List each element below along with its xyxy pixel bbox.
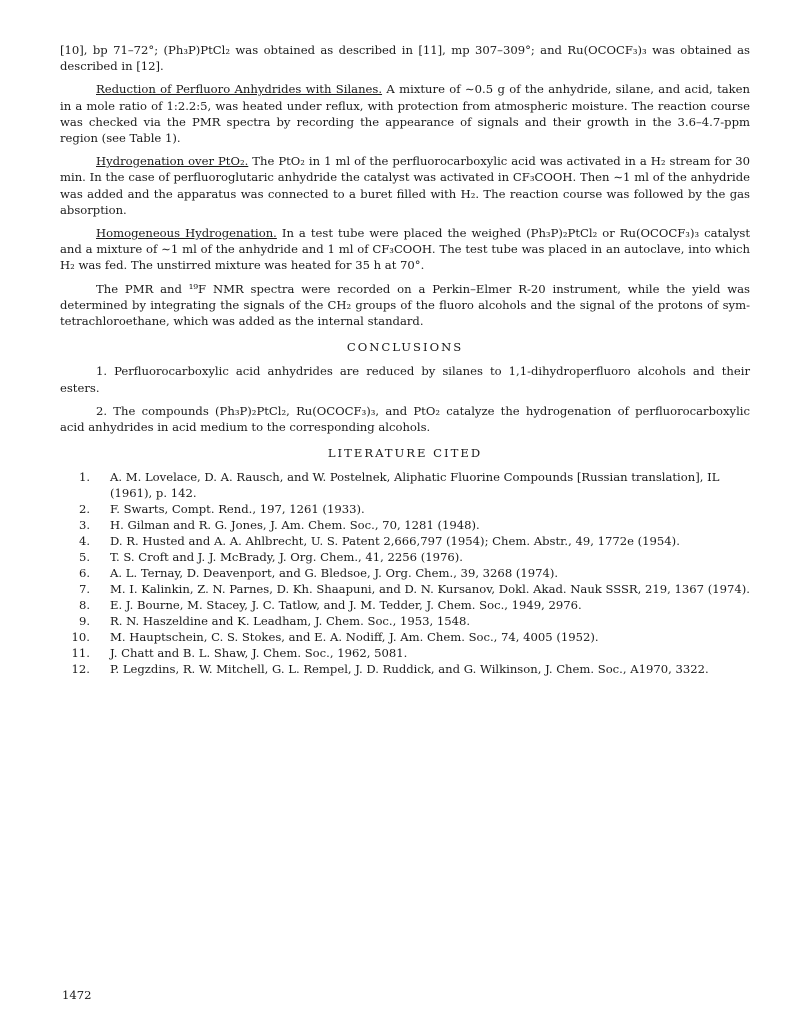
reference-item — [60, 661, 750, 677]
nmr-paragraph: The PMR and ¹⁹F NMR spectra were recorded on a Perkin–Elmer R-20 instrument, while the yield was determined by integrating the signals of the CH₂ groups of the fluoro alcohols and the signal of the protons of sym-tetrachloroethane, which was added as the internal standard. — [60, 281, 750, 329]
reference-text: P. Legzdins, R. W. Mitchell, G. L. Rempel, J. D. Ruddick, and G. Wilkinson, J. Chem. Soc., A1970, 3322. — [110, 662, 709, 677]
reference-item — [60, 469, 750, 501]
reference-text: T. S. Croft and J. J. McBrady, J. Org. Chem., 41, 2256 (1976). — [110, 550, 463, 565]
hydrogenation-heading: Hydrogenation over PtO₂. — [96, 154, 249, 169]
reference-item — [60, 597, 750, 613]
hydrogenation-paragraph — [60, 153, 750, 218]
reference-item — [60, 629, 750, 645]
conclusion-item: 1. Perfluorocarboxylic acid anhydrides are reduced by silanes to 1,1-dihydroperfluoro alcohols and their esters. — [60, 364, 750, 395]
conclusions-title: CONCLUSIONS — [346, 340, 464, 355]
literature-title: LITERATURE CITED — [327, 446, 483, 461]
reference-number: 8. — [78, 598, 90, 613]
reference-number: 3. — [78, 518, 90, 533]
reference-number: 6. — [78, 566, 90, 581]
reference-item — [60, 581, 750, 597]
reference-text: A. M. Lovelace, D. A. Rausch, and W. Postelnek, Aliphatic Fluorine Compounds [Russian translation], IL (1961), p. 142. — [110, 470, 720, 501]
conclusion-item: 2. The compounds (Ph₃P)₂PtCl₂, Ru(OCOCF₃)₃, and PtO₂ catalyze the hydrogenation of perfluorocarboxylic acid anhydrides in acid medium to the corresponding alcohols. — [60, 403, 750, 435]
reference-number: 5. — [78, 550, 90, 565]
reference-item — [60, 501, 750, 517]
homogeneous-text: In a test tube were placed the weighed (Ph₃P)₂PtCl₂ or Ru(OCOCF₃)₃ catalyst and a mixture of ∼1 ml of the anhydride and 1 ml of CF₃COOH. The test tube was placed in an autoclave, into which H₂ was fed. The unstirred mixture was heated for 35 h at 70°. — [60, 226, 750, 273]
reduction-text: A mixture of ∼0.5 g of the anhydride, silane, and acid, taken in a mole ratio of 1:2.2:5, was heated under reflux, with protection from atmospheric moisture. The reaction course was checked via the PMR spectra by recording the appearance of signals and their growth in the 3.6–4.7-ppm region (see Table 1). — [60, 82, 750, 146]
reduction-heading: Reduction of Perfluoro Anhydrides with Silanes. — [96, 82, 383, 97]
reference-text: R. N. Haszeldine and K. Leadham, J. Chem. Soc., 1953, 1548. — [110, 614, 471, 629]
reduction-paragraph — [60, 81, 750, 146]
reference-number: 1. — [78, 470, 90, 485]
reference-text: E. J. Bourne, M. Stacey, J. C. Tatlow, and J. M. Tedder, J. Chem. Soc., 1949, 2976. — [110, 598, 582, 613]
reference-number: 12. — [71, 662, 90, 677]
reference-number: 9. — [78, 614, 90, 629]
reference-item — [60, 613, 750, 629]
reference-item — [60, 533, 750, 549]
homogeneous-paragraph — [60, 225, 750, 274]
reference-number: 11. — [71, 646, 90, 661]
reference-number: 7. — [78, 582, 90, 597]
hydrogenation-text: The PtO₂ in 1 ml of the perfluorocarboxylic acid was activated in a H₂ stream for 30 min. In the case of perfluoroglutaric anhydride the catalyst was activated in CF₃COOH. Then ∼1 ml of the anhydride was added and the apparatus was connected to a buret filled with H₂. The reaction course was followed by the gas absorption. — [60, 154, 750, 217]
reference-text: F. Swarts, Compt. Rend., 197, 1261 (1933). — [110, 502, 365, 517]
reference-text: H. Gilman and R. G. Jones, J. Am. Chem. Soc., 70, 1281 (1948). — [110, 518, 480, 533]
intro-paragraph: [10], bp 71–72°; (Ph₃P)PtCl₂ was obtained as described in [11], mp 307–309°; and Ru(OCOCF₃)₃ was obtained as described in [12]. — [60, 43, 750, 74]
document-body — [60, 42, 750, 677]
reference-text: M. I. Kalinkin, Z. N. Parnes, D. Kh. Shaapuni, and D. N. Kursanov, Dokl. Akad. Nauk SSSR, 219, 1367 (1974). — [110, 582, 750, 597]
reference-list — [60, 469, 750, 677]
reference-item — [60, 645, 750, 661]
reference-text: M. Hauptschein, C. S. Stokes, and E. A. Nodiff, J. Am. Chem. Soc., 74, 4005 (1952). — [110, 630, 599, 645]
reference-text: A. L. Ternay, D. Deavenport, and G. Bledsoe, J. Org. Chem., 39, 3268 (1974). — [110, 566, 559, 581]
reference-text: J. Chatt and B. L. Shaw, J. Chem. Soc., 1962, 5081. — [110, 646, 408, 661]
reference-item — [60, 517, 750, 533]
reference-number: 4. — [78, 534, 90, 549]
page-number: 1472 — [62, 988, 92, 1002]
homogeneous-heading: Homogeneous Hydrogenation. — [96, 226, 277, 241]
reference-item — [60, 549, 750, 565]
reference-number: 10. — [71, 630, 90, 645]
reference-item — [60, 565, 750, 581]
reference-number: 2. — [78, 502, 90, 517]
reference-text: D. R. Husted and A. A. Ahlbrecht, U. S. Patent 2,666,797 (1954); Chem. Abstr., 49, 1772e (1954). — [110, 534, 680, 549]
